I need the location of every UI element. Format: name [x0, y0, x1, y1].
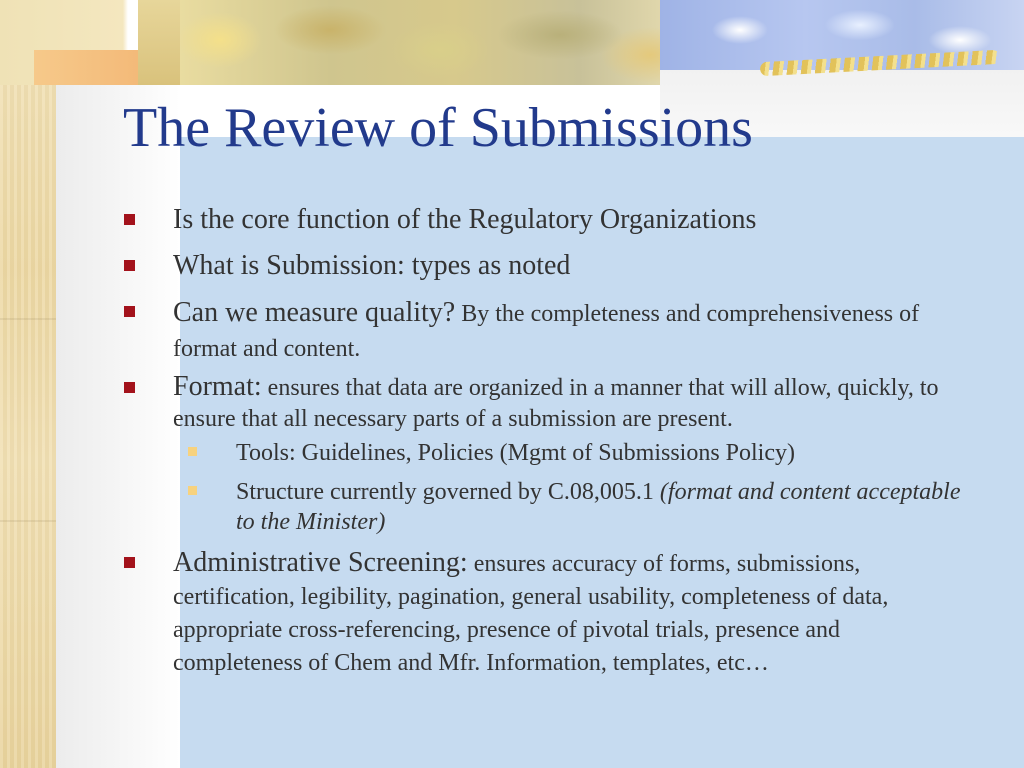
bullet-text: Is the core function of the Regulatory Organizations	[173, 204, 757, 235]
square-bullet-icon	[124, 214, 135, 225]
bullet-text: Can we measure quality?	[173, 297, 456, 328]
slide-title: The Review of Submissions	[123, 97, 753, 159]
square-sub-bullet-icon	[188, 486, 197, 495]
sub-bullet-item	[236, 438, 976, 468]
square-sub-bullet-icon	[188, 447, 197, 456]
left-texture-strip	[0, 0, 56, 768]
sub-bullet-item	[236, 477, 976, 537]
square-bullet-icon	[124, 382, 135, 393]
sub-bullet-text: Tools: Guidelines, Policies (Mgmt of Submissions Policy)	[236, 440, 795, 466]
sub-bullet-text: Structure currently governed by C.08,005.1	[236, 479, 660, 505]
sub-bullet-italic: (format and content acceptable to the Minister)	[236, 479, 961, 535]
square-bullet-icon	[124, 306, 135, 317]
bullet-detail: ensures accuracy of forms, submissions, certification, legibility, pagination, general usability, completeness of data, appropriate cross-referencing, presence of pivotal trials, presence and completeness of Chem and Mfr. Information, templates, etc…	[173, 551, 889, 676]
decorative-tile	[34, 50, 144, 85]
decorative-tile	[138, 0, 180, 85]
bullet-text: Administrative Screening:	[173, 547, 468, 578]
square-bullet-icon	[124, 260, 135, 271]
left-shadow-strip	[56, 85, 180, 768]
bullet-item	[173, 204, 963, 236]
bullet-item	[173, 372, 963, 434]
square-bullet-icon	[124, 557, 135, 568]
bullet-item	[173, 250, 963, 282]
bullet-text: What is Submission: types as noted	[173, 250, 571, 281]
leaf-photo-banner	[180, 0, 680, 85]
bullet-item	[173, 547, 963, 679]
bullet-detail: ensures that data are organized in a manner that will allow, quickly, to ensure that all necessary parts of a submission are present.	[173, 375, 939, 432]
bullet-item	[173, 296, 963, 366]
bullet-text: Format:	[173, 371, 262, 402]
bullet-detail: By the completeness and comprehensiveness of format and content.	[173, 301, 920, 362]
